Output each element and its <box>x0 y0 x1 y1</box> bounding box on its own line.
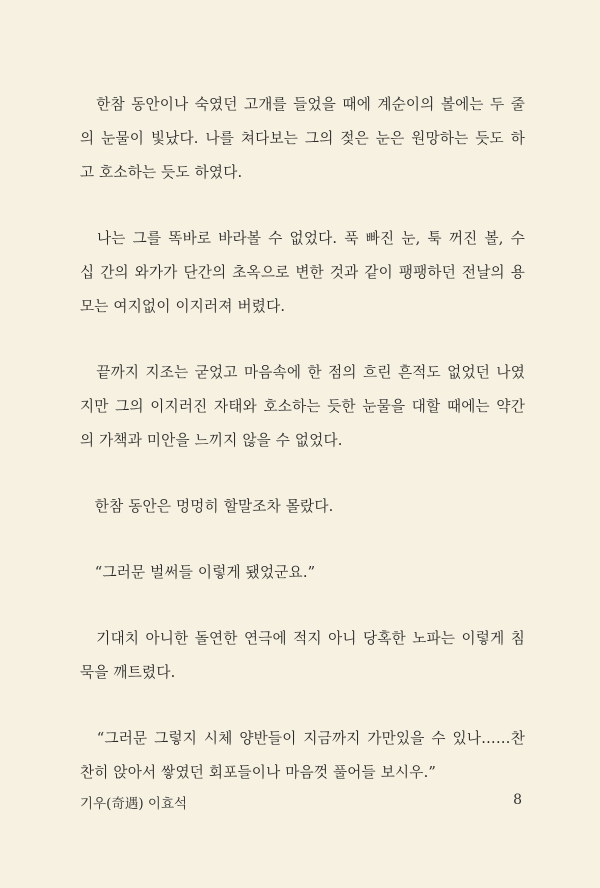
paragraph <box>80 722 525 790</box>
text-line: 기대치 아니한 돌연한 연극에 적지 아니 당혹한 노파는 이렇게 침 <box>80 630 525 647</box>
paragraph <box>80 622 525 690</box>
text-line: 의 눈물이 빛났다. 나를 쳐다보는 그의 젖은 눈은 원망하는 듯도 하 <box>80 130 525 147</box>
paragraph <box>80 88 525 190</box>
text-line: 나는 그를 똑바로 바라볼 수 없었다. 푹 빠진 눈, 툭 꺼진 볼, 수 <box>80 230 525 247</box>
paragraph <box>80 356 525 458</box>
text-line: 한참 동안은 멍멍히 할말조차 몰랐다. <box>80 498 334 515</box>
text-line: 모는 여지없이 이지러져 버렸다. <box>80 298 286 315</box>
text-line: 의 가책과 미안을 느끼지 않을 수 없었다. <box>80 432 343 449</box>
text-line: 지만 그의 이지러진 자태와 호소하는 듯한 눈물을 대할 때에는 약간 <box>80 398 525 415</box>
text-line: “그러문 벌써들 이렇게 됐었군요.” <box>80 564 316 581</box>
text-line: 묵을 깨트렸다. <box>80 664 176 681</box>
paragraph <box>80 490 525 524</box>
text-line: 한참 동안이나 숙였던 고개를 들었을 때에 계순이의 볼에는 두 줄 <box>80 96 525 113</box>
paragraph <box>80 222 525 324</box>
text-line: 고 호소하는 듯도 하였다. <box>80 164 243 181</box>
footer-title: 기우(奇遇) 이효석 <box>80 796 188 812</box>
text-line: 찬히 앉아서 쌓였던 회포들이나 마음껏 풀어들 보시우.” <box>80 764 437 781</box>
text-line: “그러문 그렇지 시체 양반들이 지금까지 가만있을 수 있나……찬 <box>80 730 525 747</box>
text-line: 십 간의 와가가 단간의 초옥으로 변한 것과 같이 팽팽하던 전날의 용 <box>80 264 525 281</box>
paragraph <box>80 556 525 590</box>
text-line: 끝까지 지조는 굳었고 마음속에 한 점의 흐린 흔적도 없었던 나였 <box>80 364 525 381</box>
page-number: 8 <box>513 792 522 808</box>
body-text <box>80 88 525 822</box>
